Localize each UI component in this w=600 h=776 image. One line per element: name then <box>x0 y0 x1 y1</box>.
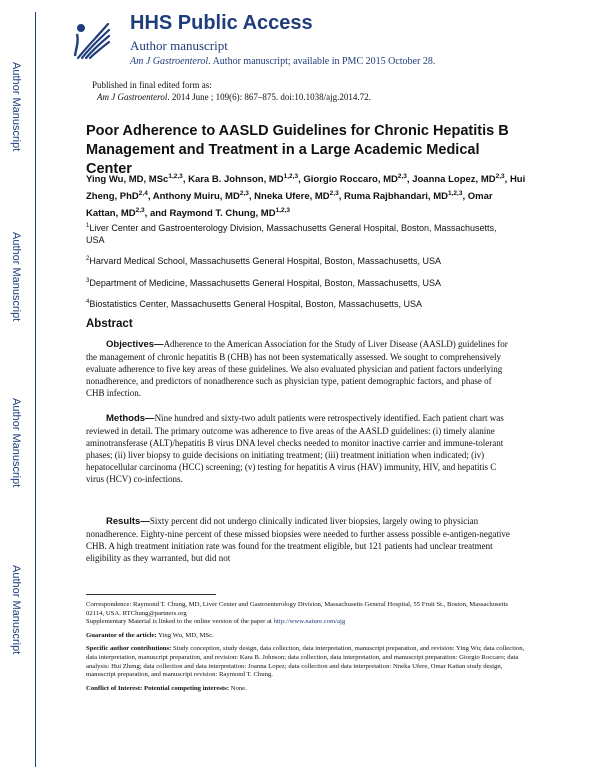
affiliation: $^2$Harvard Medical School, Massachusetts General Hospital, Boston, Massachusetts, USA <box>86 256 441 266</box>
correspondence-note: Correspondence: Raymond T. Chung, MD, Liver Center and Gastroenterology Division, Massachusetts General Hospital, 55 Fruit St., Boston, Massachusetts 02114, USA. RTChung@partners.org <box>86 601 508 617</box>
footnote-divider <box>86 594 216 595</box>
paper-title: Poor Adherence to AASLD Guidelines for Chronic Hepatitis B Management and Treatment in a Large Academic Medical Center <box>86 123 509 177</box>
hhs-eagle-logo-icon <box>72 18 114 64</box>
author: Ying Wu, MD, MSc$^{1,2,3}$ <box>86 173 183 186</box>
footnotes <box>86 601 526 698</box>
conflict-note: Conflict of Interest: Potential competing interests: None. <box>86 684 247 692</box>
author: Anthony Muiru, MD$^{2,3}$ <box>152 190 249 203</box>
affiliation: $^4$Biostatistics Center, Massachusetts General Hospital, Boston, Massachusetts, USA <box>86 299 422 309</box>
contributions-note: Specific author contributions: Study conception, study design, data collection, data interpretation, manuscript preparation, and revision: Ying Wu; data collection, data interpretation, manuscript preparation, and revision: Kara B. Johnson; data collection, data interpretation, and manuscript preparation: Giorgio Roccaro; data analysis: Hui Zheng; data collection and data interpretation: Joanna Lopez; data collection and data interpretation: Nneka Ufere, Omar Kattan study design, manuscript preparation, and manuscript revision: Raymond T. Chung. <box>86 645 525 679</box>
sidebar-label-author-manuscript: Author Manuscript <box>10 398 22 488</box>
guarantor-note: Guarantor of the article: Ying Wu, MD, MSc. <box>86 631 214 639</box>
citation-journal: Am J Gastroenterol <box>97 92 168 102</box>
author: Omar Kattan, MD$^{2,3}$ <box>86 191 493 220</box>
author: Nneka Ufere, MD$^{2,3}$ <box>254 190 339 203</box>
sidebar-label-author-manuscript: Author Manuscript <box>10 62 22 152</box>
supplementary-link[interactable]: http://www.nature.com/ajg <box>273 618 346 626</box>
sidebar-label-author-manuscript: Author Manuscript <box>10 232 22 322</box>
affiliations <box>86 221 516 319</box>
published-label: Published in final edited form as: <box>92 80 212 90</box>
journal-name: Am J Gastroenterol <box>130 56 209 67</box>
affiliation: $^3$Department of Medicine, Massachusetts General Hospital, Boston, Massachusetts, USA <box>86 277 442 288</box>
page-title: HHS Public Access <box>130 12 313 34</box>
sidebar-divider <box>35 12 36 767</box>
abstract-heading: Abstract <box>86 318 133 330</box>
author: Joanna Lopez, MD$^{2,3}$ <box>412 173 505 186</box>
author-manuscript-label: Author manuscript <box>130 38 228 53</box>
citation <box>92 91 371 103</box>
affiliation: $^1$Liver Center and Gastroenterology Division, Massachusetts General Hospital, Boston, Massachusetts, USA <box>86 223 497 245</box>
availability-text: . Author manuscript; available in PMC 2015 October 28. <box>208 56 436 67</box>
author: and Raymond T. Chung, MD$^{1,2,3}$ <box>149 207 291 220</box>
abstract-methods: Methods—Nine hundred and sixty-two adult patients were retrospectively identified. Each patient chart was reviewed in detail. The primary outcome was adherence to five areas of the AASLD guidelines: (i) timely alanine aminotransferase (ALT)/hepatitis B virus DNA level checks needed to monitor inactive carrier and immune-tolerant phases; (ii) liver biopsy to guide decisions on initiating treatment; (iii) treatment initiation when indicated; (iv) hepatocellular carcinoma (HCC) screening; (v) testing for hepatitis A virus (HAV) immunity, HIV, and hepatitis C virus (HCV) co-infections. <box>86 413 504 484</box>
author-list: Ying Wu, MD, MSc$^{1,2,3}$, Kara B. Johnson, MD$^{1,2,3}$, Giorgio Roccaro, MD$^{2,3}$, Joanna Lopez, MD$^{2,3}$, Hui Zheng, PhD$^{2,4}$, Anthony Muiru, MD$^{2,3}$, Nneka Ufere, MD$^{2,3}$, Ruma Rajbhandari, MD$^{1,2,3}$, Omar Kattan, MD$^{2,3}$, and Raymond T. Chung, MD$^{1,2,3}$ <box>86 173 526 220</box>
author: Kara B. Johnson, MD$^{1,2,3}$ <box>188 173 299 186</box>
publication-info <box>92 79 371 103</box>
author: Hui Zheng, PhD$^{2,4}$ <box>86 174 526 203</box>
citation-text: . 2014 June ; 109(6): 867–875. doi:10.1038/ajg.2014.72. <box>167 92 371 102</box>
sidebar-label-author-manuscript: Author Manuscript <box>10 565 22 655</box>
supplementary-note: Supplementary Material is linked to the online version of the paper at http://www.nature.com/ajg <box>86 618 346 626</box>
author: Ruma Rajbhandari, MD$^{1,2,3}$ <box>344 190 463 203</box>
abstract-objectives: Objectives—Adherence to the American Association for the Study of Liver Disease (AASLD) guidelines for the management of chronic hepatitis B (CHB) has not been systematically assessed. We sought to comprehensively evaluate adherence to five key areas of these guidelines. We also evaluated physician and patient factors underlying nonadherence, and predictors of nonadherence such as physician type, patient demographic factors, and phase of CHB infection. <box>86 339 508 398</box>
availability-line <box>130 56 435 67</box>
author: Giorgio Roccaro, MD$^{2,3}$ <box>303 173 407 186</box>
abstract-results: Results—Sixty percent did not undergo clinically indicated liver biopsies, largely owing to physician nonadherence. Eighty-nine percent of these missed biopsies were needed to further assess possible e-antigen-negative CHB. A high treatment initiation rate was found for the treatment eligible, but 121 patients had unclear treatment eligibility as they warranted, but did not <box>86 516 510 563</box>
